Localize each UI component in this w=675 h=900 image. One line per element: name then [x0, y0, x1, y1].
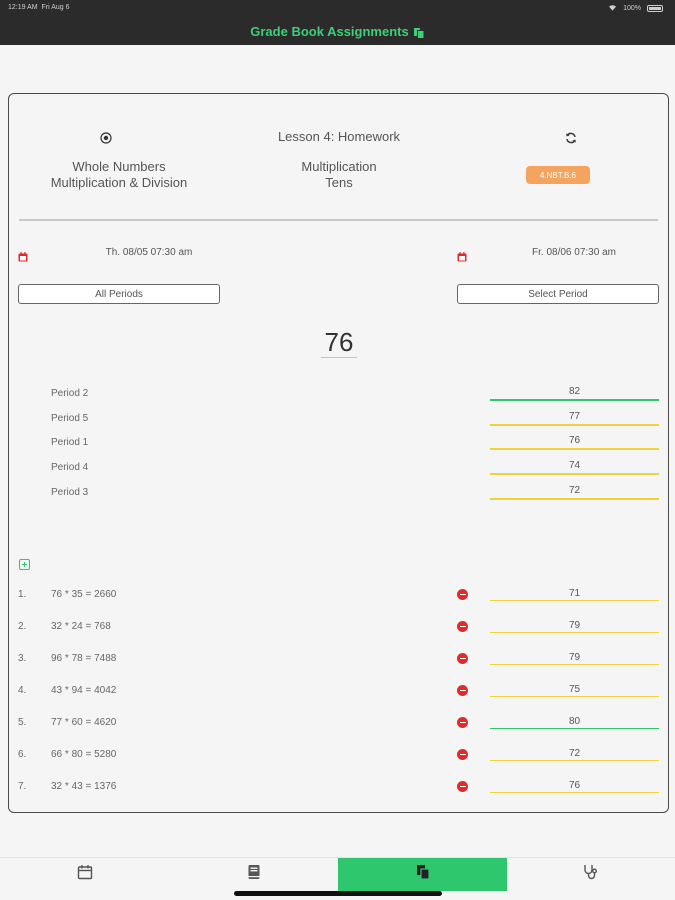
period-name: Period 3	[51, 487, 89, 498]
period-score[interactable]: 77	[490, 411, 659, 426]
remove-icon[interactable]	[457, 621, 468, 632]
header-divider	[19, 219, 658, 221]
period-name: Period 1	[51, 437, 89, 448]
status-bar	[0, 0, 675, 18]
add-question-icon[interactable]	[19, 559, 30, 570]
stethoscope-icon	[582, 864, 600, 885]
topic-name: Multiplication Tens	[301, 159, 377, 190]
calendar-icon	[77, 864, 93, 885]
question-score[interactable]: 76	[490, 780, 659, 793]
copy-icon	[413, 26, 425, 38]
question-text: 32 * 43 = 1376	[51, 781, 117, 792]
question-score[interactable]: 72	[490, 748, 659, 761]
remove-icon[interactable]	[457, 685, 468, 696]
period-score[interactable]: 76	[490, 435, 659, 450]
tab-calendar[interactable]	[0, 858, 169, 891]
period-name: Period 4	[51, 462, 89, 473]
question-text: 43 * 94 = 4042	[51, 685, 117, 696]
period-score[interactable]: 74	[490, 460, 659, 475]
calendar-icon[interactable]	[18, 249, 28, 259]
home-indicator	[234, 891, 442, 896]
question-number: 6.	[18, 749, 27, 760]
question-text: 32 * 24 = 768	[51, 621, 111, 632]
period-name: Period 2	[51, 388, 89, 399]
question-number: 1.	[18, 589, 27, 600]
question-text: 76 * 35 = 2660	[51, 589, 117, 600]
tab-health[interactable]	[507, 858, 675, 891]
book-icon	[246, 864, 262, 885]
status-right	[608, 4, 663, 13]
standard-badge: 4.NBT.B.6	[526, 166, 590, 184]
remove-icon[interactable]	[457, 653, 468, 664]
remove-icon[interactable]	[457, 717, 468, 728]
question-score[interactable]: 79	[490, 620, 659, 633]
average-score: 76	[321, 327, 357, 358]
question-score[interactable]: 80	[490, 716, 659, 729]
period-score[interactable]: 82	[490, 386, 659, 401]
question-text: 66 * 80 = 5280	[51, 749, 117, 760]
battery-percent: 100%	[623, 5, 641, 12]
question-number: 5.	[18, 717, 27, 728]
tab-book[interactable]	[169, 858, 338, 891]
question-number: 3.	[18, 653, 27, 664]
question-text: 96 * 78 = 7488	[51, 653, 117, 664]
calendar-icon[interactable]	[457, 249, 467, 259]
question-score[interactable]: 75	[490, 684, 659, 697]
lesson-title: Lesson 4: Homework	[277, 129, 401, 144]
tab-bar	[0, 857, 675, 890]
question-number: 7.	[18, 781, 27, 792]
battery-icon	[647, 5, 663, 12]
period-name: Period 5	[51, 413, 89, 424]
assigned-date[interactable]: Th. 08/05 07:30 am	[105, 247, 193, 258]
remove-icon[interactable]	[457, 589, 468, 600]
page-title: Grade Book Assignments	[250, 24, 409, 39]
all-periods-button[interactable]: All Periods	[18, 284, 220, 304]
question-text: 77 * 60 = 4620	[51, 717, 117, 728]
question-number: 2.	[18, 621, 27, 632]
due-date[interactable]: Fr. 08/06 07:30 am	[532, 247, 616, 258]
wifi-icon	[608, 4, 617, 13]
remove-icon[interactable]	[457, 749, 468, 760]
question-number: 4.	[18, 685, 27, 696]
question-score[interactable]: 71	[490, 588, 659, 601]
select-period-button[interactable]: Select Period	[457, 284, 659, 304]
tab-assignments[interactable]	[338, 858, 507, 891]
remove-icon[interactable]	[457, 781, 468, 792]
assignment-card	[8, 93, 669, 813]
question-score[interactable]: 79	[490, 652, 659, 665]
status-time: 12:19 AM Fri Aug 6	[8, 4, 70, 11]
period-score[interactable]: 72	[490, 485, 659, 500]
title-bar	[0, 18, 675, 45]
copy-icon	[415, 864, 431, 885]
target-icon[interactable]	[100, 131, 112, 143]
refresh-icon[interactable]	[565, 131, 577, 143]
unit-name: Whole Numbers Multiplication & Division	[50, 159, 188, 190]
